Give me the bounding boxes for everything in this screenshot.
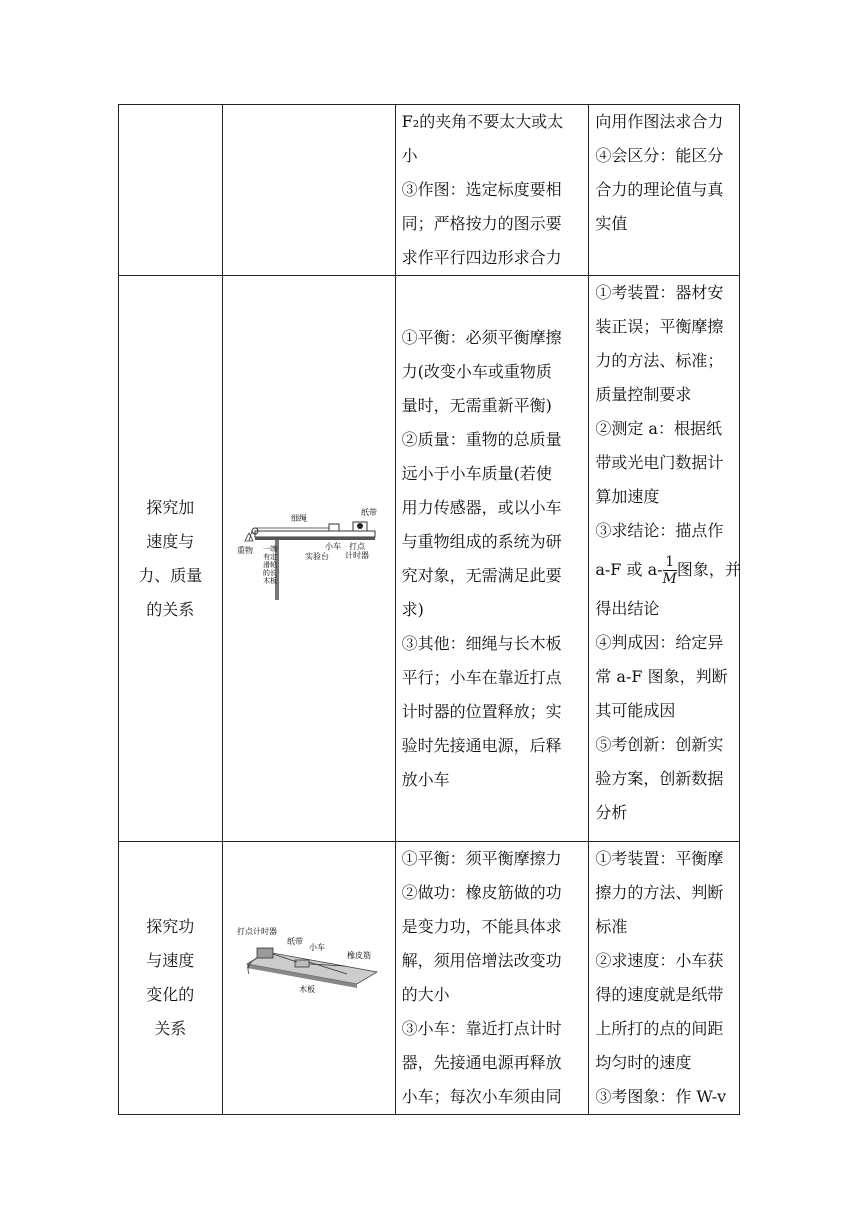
formula-prefix: a-F 或 a- [595, 560, 663, 579]
text-line: 力、质量 [138, 565, 203, 585]
exam-points-cell [589, 842, 740, 1115]
work-velocity-apparatus-figure [237, 922, 381, 1022]
figure-label: 滑轮 [262, 560, 277, 569]
notes-cell [395, 842, 589, 1115]
acceleration-apparatus-figure [237, 503, 381, 603]
text-line: 究对象，无需满足此要 [401, 565, 562, 585]
text-line: F₂的夹角不要太大或太 [401, 112, 564, 131]
text-line: 的关系 [146, 599, 195, 619]
figure-label: 计时器 [344, 550, 369, 560]
text-line: ⑤考创新：创新实 [595, 735, 724, 754]
text-line: 上所打的点的间距 [595, 1019, 724, 1038]
text-line: 平行；小车在靠近打点 [401, 667, 562, 687]
figure-label: 重物 [236, 545, 253, 555]
text-line: 探究功 [146, 917, 195, 936]
figure-label: 打点计时器 [236, 927, 277, 936]
text-line: 小车；每次小车须由同 [401, 1087, 562, 1106]
text-line: 解，须用倍增法改变功 [401, 951, 562, 970]
text-line: 装正误；平衡摩擦 [595, 317, 724, 336]
text-line: 小 [401, 146, 418, 165]
text-line: 放小车 [401, 769, 450, 789]
text-line: 器，先接通电源再释放 [401, 1053, 562, 1072]
text-line: ①平衡：须平衡摩擦力 [401, 849, 562, 868]
text-line: 远小于小车质量(若使 [401, 463, 552, 483]
text-line: 带或光电门数据计 [595, 453, 724, 472]
text-line: 与速度 [146, 951, 195, 970]
exam-points-cell [589, 105, 740, 276]
text-line: ②质量：重物的总质量 [401, 429, 562, 449]
table-row [119, 276, 740, 842]
fraction-denominator: M [662, 571, 677, 587]
text-line: ③考图象：作 W-v [595, 1087, 727, 1106]
text-line: 得出结论 [595, 599, 660, 618]
text-line: ①平衡：必须平衡摩擦 [401, 327, 562, 347]
figure-label: 实验台 [304, 551, 329, 561]
table-row [119, 842, 740, 1115]
text-line: ②测定 a：根据纸 [595, 419, 722, 438]
notes-cell [395, 105, 589, 276]
text-line: 同；严格按力的图示要 [401, 214, 562, 233]
experiment-name-cell [119, 105, 223, 276]
experiment-table [118, 104, 740, 1115]
figure-label: 橡皮筋 [346, 951, 371, 960]
figure-label: 小车 [324, 541, 341, 551]
experiment-name-cell [119, 276, 223, 842]
figure-label: 纸带 [360, 507, 377, 517]
text-line: 用力传感器，或以小车 [401, 497, 562, 517]
text-line: 合力的理论值与真 [595, 180, 724, 199]
text-line: ①考装置：平衡摩 [595, 849, 724, 868]
text-line: ④判成因：给定异 [595, 633, 724, 652]
text-line: 是变力功，不能具体求 [401, 917, 562, 936]
text-line: ②求速度：小车获 [595, 951, 724, 970]
text-line: 求) [401, 599, 424, 619]
figure-cell [222, 105, 395, 276]
figure-label: 有定 [262, 552, 277, 561]
text-line: ③其他：细绳与长木板 [401, 633, 562, 653]
text-line: 的大小 [401, 985, 450, 1004]
figure-label: 打点 [348, 541, 365, 551]
text-line: 探究加 [146, 497, 195, 517]
figure-label: 木板 [298, 985, 315, 994]
figure-cell [222, 276, 395, 842]
text-line: ④会区分：能区分 [595, 146, 724, 165]
text-line: 求作平行四边形求合力 [401, 248, 562, 267]
text-line: 与重物组成的系统为研 [401, 531, 562, 551]
experiment-name-cell [119, 842, 223, 1115]
text-line: ③求结论：描点作 [595, 521, 724, 540]
figure-label: 的长 [262, 568, 277, 577]
text-line: 变化的 [146, 985, 195, 1004]
fraction [663, 554, 677, 587]
text-line: 实值 [595, 214, 628, 233]
exam-points-cell [589, 276, 740, 842]
text-line: ②做功：橡皮筋做的功 [401, 883, 562, 902]
formula-suffix: 图象，并 [676, 560, 741, 579]
text-line: 关系 [154, 1019, 187, 1038]
text-line: ③作图：选定标度要相 [401, 180, 562, 199]
table-row [119, 105, 740, 276]
figure-label: 小车 [308, 943, 325, 952]
fraction-numerator: 1 [663, 554, 677, 571]
figure-label: 细绳 [290, 513, 307, 523]
text-line: 质量控制要求 [595, 385, 692, 404]
text-line: 验方案，创新数据 [595, 769, 724, 788]
text-line: 计时器的位置释放；实 [401, 701, 562, 721]
formula-line [595, 548, 741, 592]
notes-cell [395, 276, 589, 842]
text-line: 算加速度 [595, 487, 660, 506]
figure-label: 一端 [262, 544, 277, 553]
text-line: ①考装置：器材安 [595, 283, 724, 302]
text-line: 向用作图法求合力 [595, 112, 724, 131]
text-line: 得的速度就是纸带 [595, 985, 724, 1004]
text-line: 其可能成因 [595, 701, 676, 720]
text-line: 均匀时的速度 [595, 1053, 692, 1072]
text-line: 标准 [595, 917, 628, 936]
text-line: ③小车：靠近打点计时 [401, 1019, 562, 1038]
text-line: 擦力的方法、判断 [595, 883, 724, 902]
text-line: 常 a-F 图象，判断 [595, 667, 728, 686]
text-line: 速度与 [146, 531, 195, 551]
text-line: 量时，无需重新平衡) [401, 395, 552, 415]
text-line: 验时先接通电源，后释 [401, 735, 562, 755]
figure-label: 木板 [262, 576, 277, 585]
text-line: 分析 [595, 803, 628, 822]
text-line: 力(改变小车或重物质 [401, 361, 552, 381]
figure-cell [222, 842, 395, 1115]
figure-label: 纸带 [286, 937, 303, 946]
text-line: 力的方法、标准； [595, 351, 724, 370]
